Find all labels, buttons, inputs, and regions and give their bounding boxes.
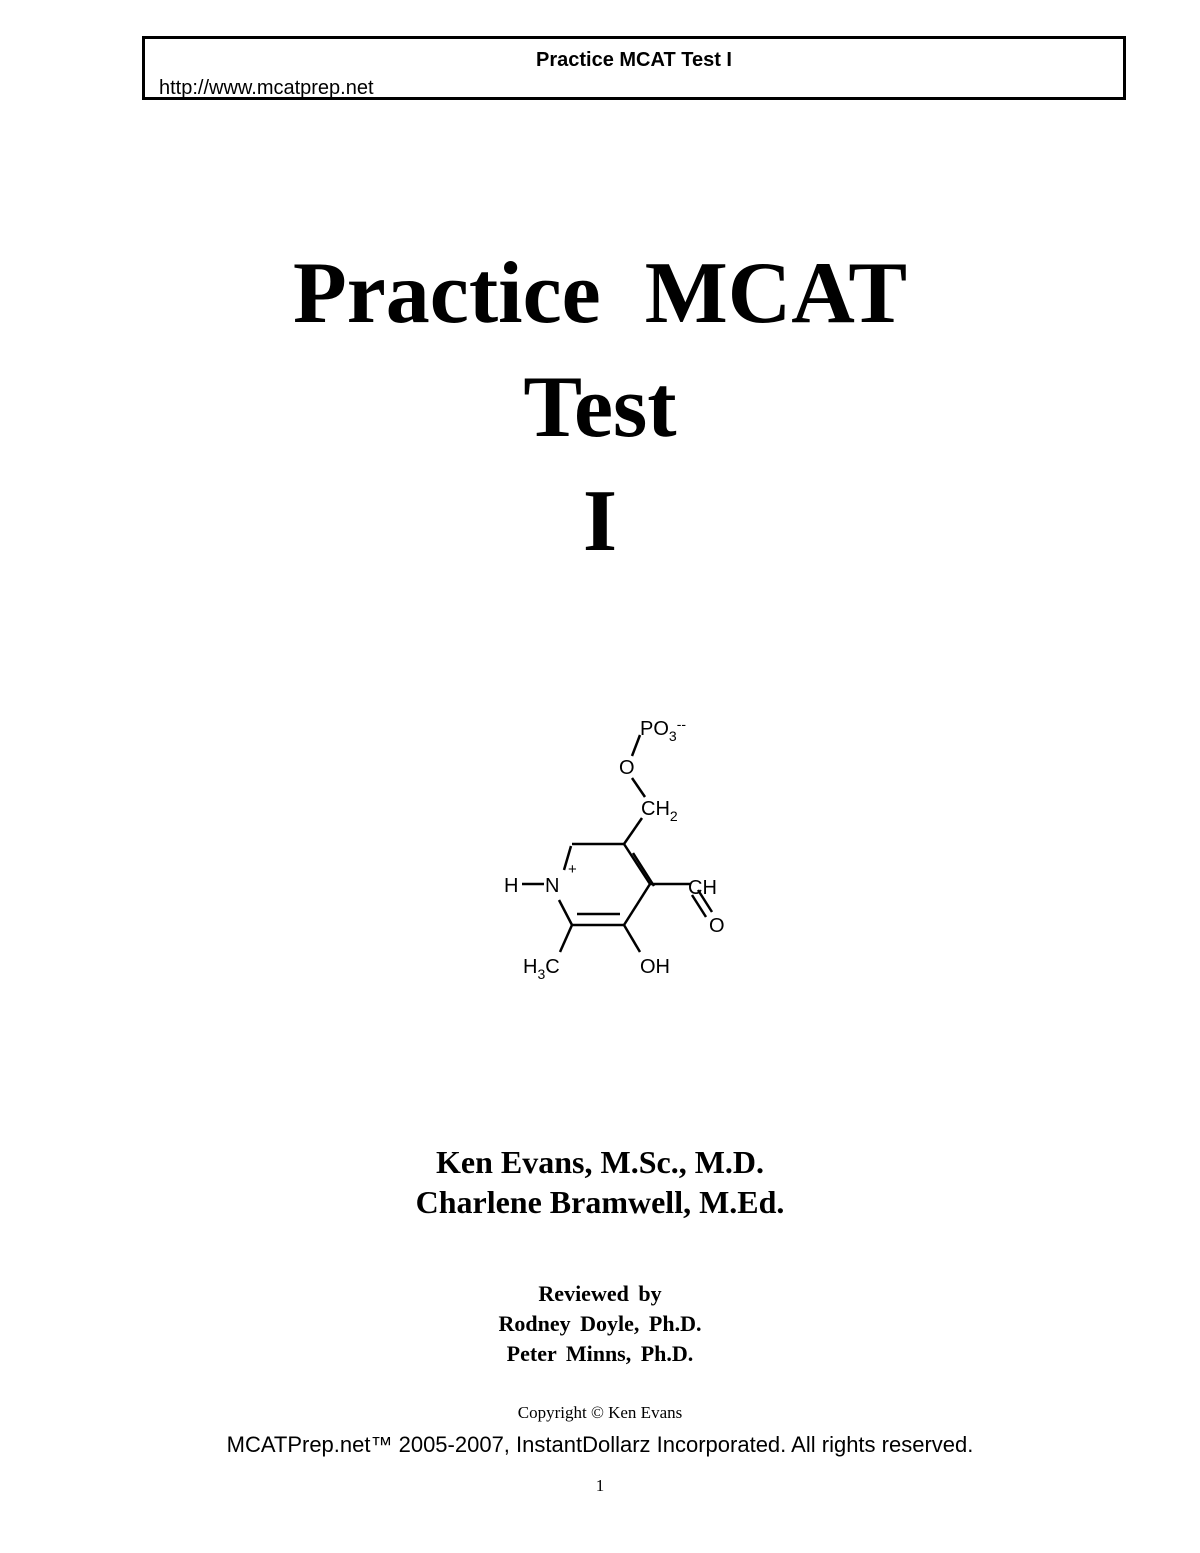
ch2-ring-bond: [624, 818, 642, 844]
review-credits: [0, 1279, 1200, 1369]
nitrogen-label: N: [545, 875, 560, 897]
pyridoxal-phosphate-structure: [480, 700, 740, 990]
cho-oxygen-label: O: [709, 915, 725, 937]
reviewer-name: Rodney Doyle, Ph.D.: [498, 1311, 702, 1336]
author-name: Ken Evans, M.Sc., M.D.: [436, 1144, 764, 1180]
rights-statement: MCATPrep.net™ 2005-2007, InstantDollarz Incorporated. All rights reserved.: [226, 1432, 974, 1457]
ring-bond: [624, 844, 650, 884]
ring-bond: [559, 900, 572, 925]
copyright-line: Copyright © Ken Evans: [517, 1403, 683, 1422]
reviewer-name: Peter Minns, Ph.D.: [506, 1341, 694, 1366]
page-number: 1: [595, 1476, 605, 1495]
ring-oh-bond: [624, 925, 640, 952]
title-line-1: Practice MCAT: [292, 245, 908, 342]
ring-bond: [624, 884, 650, 925]
title-line-2: Test: [523, 359, 677, 456]
n-plus-charge: +: [568, 861, 577, 878]
title-line-3: I: [582, 473, 618, 570]
h3c-label: $H_3C$: [523, 956, 560, 982]
reviewed-heading: Reviewed by: [538, 1281, 662, 1306]
po3-label: $PO_3^{--}$: [640, 716, 687, 744]
authors: [0, 1142, 1200, 1222]
oh-label: OH: [640, 956, 670, 978]
ring-ch3-bond: [560, 925, 572, 952]
header-url: http://www.mcatprep.net: [159, 77, 374, 99]
h-label: H: [504, 875, 519, 897]
header-title: Practice MCAT Test I: [536, 49, 732, 71]
o-p-bond: [632, 735, 640, 756]
ch2-label: $CH_2$: [641, 798, 678, 824]
ring-bond: [633, 853, 654, 886]
running-header: [142, 36, 1126, 100]
oxygen-link-label: O: [619, 757, 635, 779]
author-name: Charlene Bramwell, M.Ed.: [415, 1184, 785, 1220]
o-ch2-bond: [632, 778, 645, 797]
cho-carbon-label: CH: [688, 877, 717, 899]
